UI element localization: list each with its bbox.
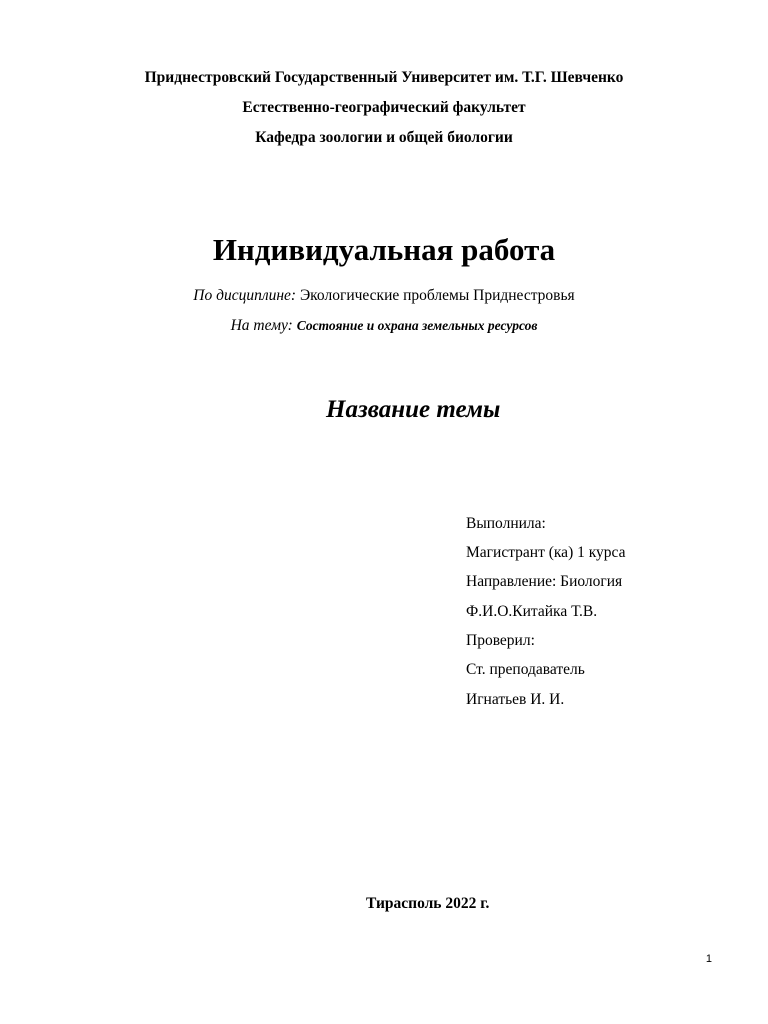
theme-label: На тему: — [230, 317, 293, 334]
faculty-name: Естественно-географический факультет — [242, 99, 526, 116]
discipline-line — [0, 287, 768, 305]
theme-line — [0, 317, 768, 335]
department-name: Кафедра зоологии и общей биологии — [255, 129, 513, 146]
page-number: 1 — [705, 953, 712, 965]
author-info-line: Ф.И.О.Китайка Т.В. — [466, 603, 598, 620]
university-name: Приднестровский Государственный Университет им. Т.Г. Шевченко — [144, 69, 624, 86]
topic-name: Название темы — [326, 396, 501, 423]
theme-value: Состояние и охрана земельных ресурсов — [296, 318, 538, 333]
author-info-line: Игнатьев И. И. — [466, 691, 565, 708]
author-info-line: Ст. преподаватель — [466, 661, 585, 678]
discipline-label: По дисциплине: — [193, 287, 297, 304]
author-info-line: Направление: Биология — [466, 573, 623, 590]
discipline-value: Экологические проблемы Приднестровья — [299, 287, 575, 304]
author-info-line: Магистрант (ка) 1 курса — [466, 544, 626, 561]
document-title: Индивидуальная работа — [212, 232, 556, 267]
author-info-line: Выполнила: — [466, 515, 546, 532]
city-year: Тирасполь 2022 г. — [366, 895, 490, 912]
author-info-line: Проверил: — [466, 632, 535, 649]
